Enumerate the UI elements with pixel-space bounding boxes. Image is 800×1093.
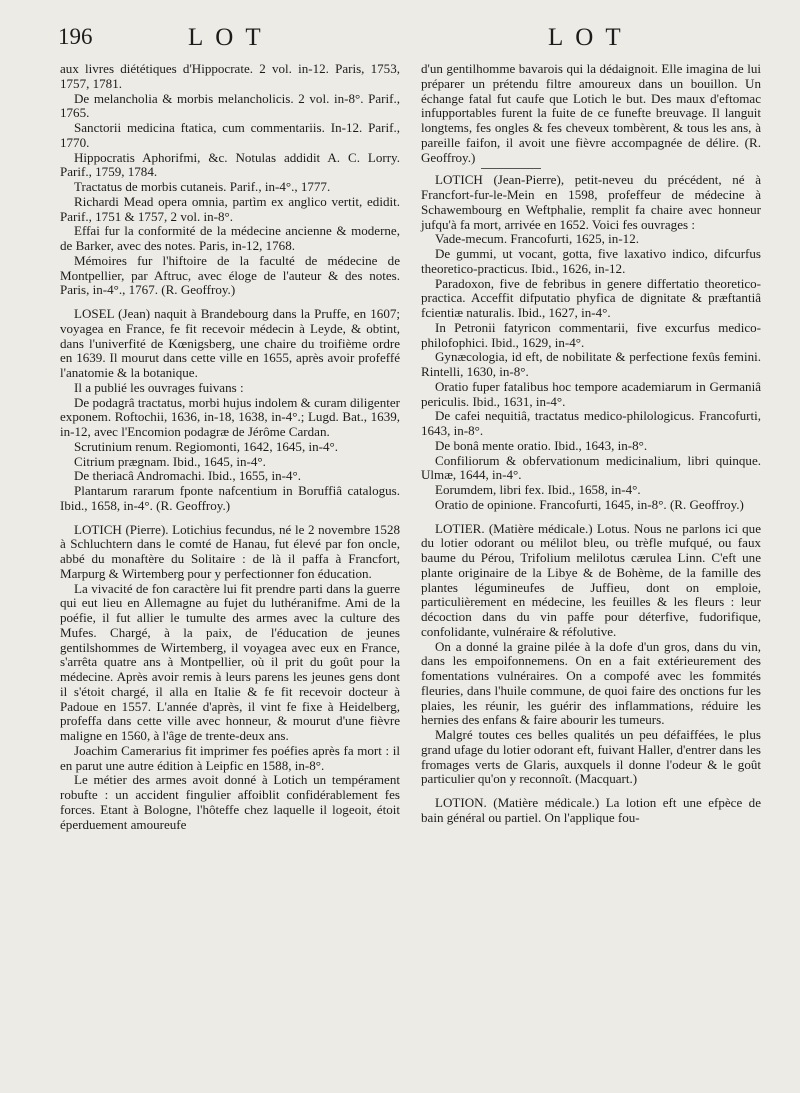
bib-entry: aux livres diététiques d'Hippocrate. 2 vol. in-12. Paris, 1753, 1757, 1781. [60,61,400,91]
page-number: 196 [58,24,93,49]
bib-entry: Paradoxon, five de febribus in genere differtatio theoretico-practica. Acceffit difputatio phyfica de dignitate & præftantiâ fcientiæ naturalis. Ibid., 1627, in-4°. [421,275,761,320]
bib-entry: Vade-mecum. Francofurti, 1625, in-12. [435,231,639,247]
article-lotich-pierre: LOTICH (Pierre). Lotichius fecundus, né le 2 novembre 1528 à Schluchtern dans le comté de Hanau, fut élevé par fon oncle, abbé du monaftère du Solitaire : de là il paffa à Francfort, Marpurg & Wirtemberg pour y perfectionner fon éducation. [60,521,400,581]
paragraph: Joachim Camerarius fit imprimer fes poéfies après fa mort : il en parut une autre édition à Leipfic en 1588, in-8°. [60,742,400,773]
bib-entry: De theriacâ Andromachi. Ibid., 1655, in-4°. [74,468,301,484]
running-head-left: LOT [188,24,273,51]
bib-entry: De cafei nequitiâ, tractatus medico-philologicus. Francofurti, 1643, in-8°. [421,408,761,438]
left-column [60,62,400,832]
paragraph: Malgré toutes ces belles qualités un peu défaiffées, le plus grand ufage du lotier odorant eft, fuivant Haller, d'entrer dans les fromages verts de Glaris, auxquels il donne l'odeur & le goût particulier qu'on y reconnoît. (Macquart.) [421,727,761,787]
divider [481,168,541,169]
bib-entry: Sanctorii medicina ftatica, cum commentariis. In-12. Parif., 1770. [60,120,400,150]
bib-entry: De podagrâ tractatus, morbi hujus indolem & curam diligenter exponem. Roftochii, 1636, in-18, 1638, in-4°.; Lugd. Bat., 1639, in-12, avec l'Encomion podagræ de Jérôme Cardan. [60,394,400,439]
bib-entry: Oratio de opinione. Francofurti, 1645, in-8°. (R. Geoffroy.) [435,496,744,512]
bib-entry: De melancholia & morbis melancholicis. 2 vol. in-8°. Parif., 1765. [60,90,400,121]
bib-entry: Confiliorum & obfervationum medicinalium, libri quinque. Ulmæ, 1644, in-4°. [421,452,761,483]
bib-entry: Effai fur la conformité de la médecine ancienne & moderne, de Barker, avec des notes. Paris, in-12, 1768. [60,223,400,253]
article-lotich-jean-pierre: LOTICH (Jean-Pierre), petit-neveu du précédent, né à Francfort-fur-le-Mein en 1598, profeffeur de médecine à Schawembourg en Weftphalie, remplit fa chaire avec honneur jufqu'à fa mort, arrivée en 1652. Voici fes ouvrages : [421,172,761,232]
running-head-right: LOT [548,24,633,51]
bib-entry: Tractatus de morbis cutaneis. Parif., in-4°., 1777. [74,179,331,194]
article-lotier: LOTIER. (Matière médicale.) Lotus. Nous ne parlons ici que du lotier odorant ou mélilot bleu, ou trèfle mufqué, ou faux baume du Pérou, Trifolium melilotus cærulea Linn. C'eft une plante originaire de la Libye & de Bohème, de la famille des plantes légumineufes de Juffieu, dont on emploie, particulièrement en médecine, les feuilles & les fleurs : leur décoction dans du vin paffe pour déterfive, fudorifique, confolidante, vulnéraire & réfolutive. [421,520,761,639]
bib-entry: Mémoires fur l'hiftoire de la faculté de médecine de Montpellier, par Aftruc, avec éloge de l'auteur & des notes. Paris, in-4°., 1767. (R. Geoffroy.) [60,252,400,298]
bib-entry: Hippocratis Aphorifmi, &c. Notulas addidit A. C. Lorry. Parif., 1759, 1784. [60,149,400,180]
paragraph: d'un gentilhomme bavarois qui la dédaignoit. Elle imagina de lui préparer un prétendu filtre amoureux dans un bouillon. Un échange fatal fut caufe que Lotich le but. Des maux d'eftomac infupportables furent la fuite de ce funefte breuvage. Il languit longtems, fes ongles & fes cheveux tombèrent, & tous les ans, à pareille faifon, il avoit une fièvre accompagnée de délire. (R. Geoffroy.) [421,61,761,165]
bib-entry: Richardi Mead opera omnia, partìm ex anglico vertit, edidit. Parif., 1751 & 1757, 2 vol. in-8°. [60,193,400,224]
bib-entry: Eorumdem, libri fex. Ibid., 1658, in-4°. [435,482,641,497]
paragraph: On a donné la graine pilée à la dofe d'un gros, dans du vin, dans les empoifonnemens. On en a fait extérieurement des fomentations vulnéraires. On a compofé avec les fommités fleuries, dans l'huile commune, de quoi faire des onctions fur les plaies, les réunir, les guérir des inflammations, réduire les hernies des enfans & faire abourir les tumeurs. [421,638,761,728]
bib-entry: Gynæcologia, id eft, de nobilitate & perfectione fexûs femini. Rintelli, 1630, in-8°. [421,349,761,379]
bib-entry: De gummi, ut vocant, gotta, five laxativo indico, difcurfus theoretico-practicus. Ibid., 1626, in-12. [421,246,761,276]
bib-entry: Oratio fuper fatalibus hoc tempore academiarum in Germaniâ periculis. Ibid., 1631, in-4°. [421,378,761,409]
article-losel: LOSEL (Jean) naquit à Brandebourg dans la Pruffe, en 1607; voyagea en France, fe fit recevoir médecin à Leyde, & obtint, dans l'univerfité de Kœnigsberg, une chaire du troifième ordre en 1639. Il mourut dans cette ville en 1655, après avoir profeffé l'anatomie & la botanique. [60,306,400,380]
bib-entry: Plantarum rararum fponte nafcentium in Boruffiâ catalogus. Ibid., 1658, in-4°. (R. Geoffroy.) [60,483,400,513]
bib-entry: De bonâ mente oratio. Ibid., 1643, in-8°. [435,437,648,453]
bib-entry: Scrutinium renum. Regiomonti, 1642, 1645, in-4°. [74,438,338,454]
bib-entry: Citrium prægnam. Ibid., 1645, in-4°. [74,453,266,469]
page-header [0,22,800,58]
right-column [421,62,761,826]
bib-entry: In Petronii fatyricon commentarii, five excurfus medico-philofophici. Ibid., 1629, in-4°. [421,319,761,350]
paragraph: Le métier des armes avoit donné à Lotich un tempérament robufte : un accident fingulier affoiblit confidérablement fes forces. Etant à Bologne, l'hôteffe chez laquelle il logeoit, étoit éperduement amoureufe [60,772,400,832]
paragraph: Il a publié les ouvrages fuivans : [74,379,244,395]
article-lotion: LOTION. (Matière médicale.) La lotion eft une efpèce de bain général ou partiel. On l'applique fou- [421,795,761,825]
paragraph: La vivacité de fon caractère lui fit prendre parti dans la guerre qui eut lieu en Allemagne au fujet du luthéranifme. Ami de la poéfie, il fut allier le tumulte des armes avec la culture des Mufes. Chargé, à la paix, de l'éducation de jeunes gentilshommes de Wirtemberg, il voyagea avec eux en France, s'arrêta quatre ans à Montpellier, où il prit du goût pour la médecine. Après avoir remis à leurs parens les jeunes gens dont il s'étoit chargé, il alla en Italie & fe fit recevoir docteur à Padoue en 1557. L'année d'après, il vint fe fixe à Heidelberg, profeffa dans cette ville avec honneur, & mourut d'une fièvre maligne en 1560, à l'âge de trente-deux ans. [60,580,400,743]
